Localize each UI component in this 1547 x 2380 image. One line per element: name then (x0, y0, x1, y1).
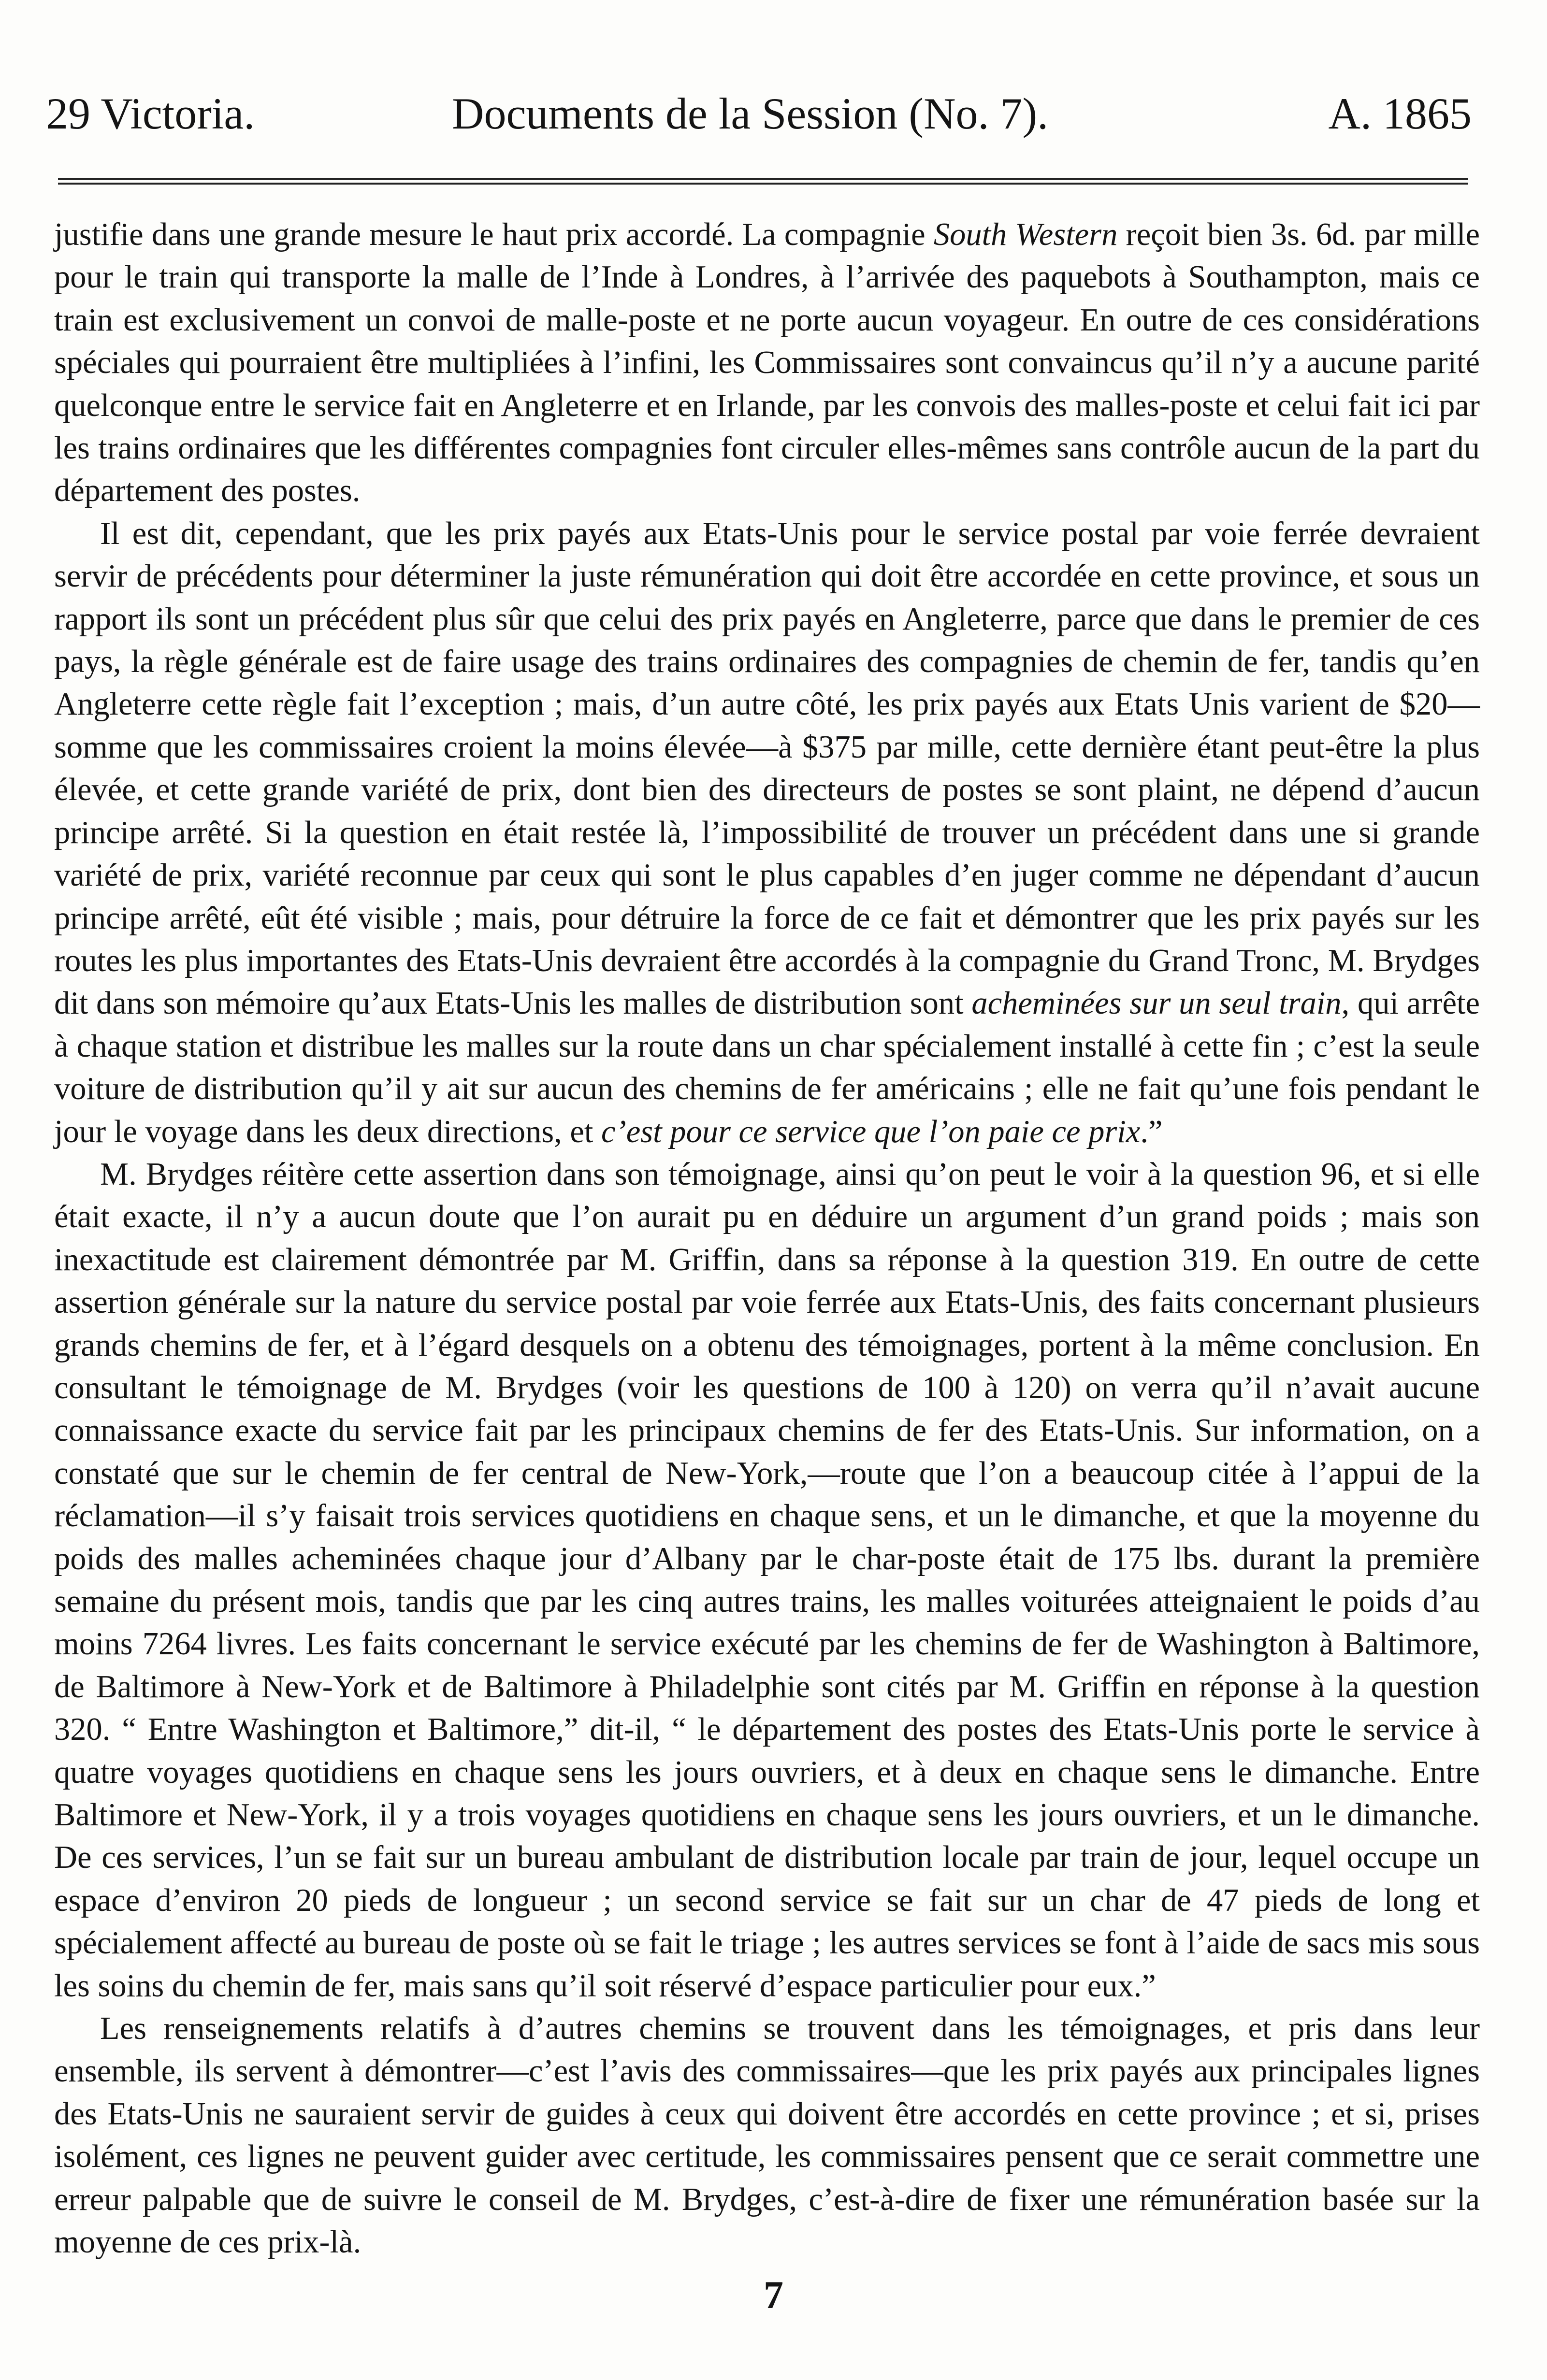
italic-segment: c’est pour ce service que l’on paie ce prix (601, 1114, 1141, 1149)
text-segment: Les renseignements relatifs à d’autres chemins se trouvent dans les témoignages, et pris dans leur ensemble, ils servent à démontrer—c’est l’avis des commissaires—que les prix payés aux principales lignes des Etats-Unis ne sauraient servir de guides à ceux qui doivent être accordés en cette province ; et si, prises isolément, ces lignes ne peuvent guider avec certitude, les commissaires pensent que ce serait commettre une erreur palpable que de suivre le conseil de M. Brydges, c’est-à-dire de fixer une rémunération basée sur la moyenne de ces prix-là. (54, 2011, 1480, 2260)
header-title: Documents de la Session (No. 7). (452, 89, 1049, 138)
paragraph (54, 513, 1480, 1153)
text-segment: , qui arrête à chaque station et distribue les malles sur la route dans un char spécialement installé à cette fin ; c’est la seule voiture de distribution qu’il y ait sur aucun des chemins de fer américains ; elle ne fait qu’une fois pendant le jour le voyage dans les deux directions, et (54, 986, 1480, 1149)
page-number: 7 (764, 2273, 783, 2317)
header-double-rule (58, 178, 1468, 185)
paragraph (54, 1153, 1480, 2007)
text-segment: M. Brydges réitère cette assertion dans son témoignage, ainsi qu’on peut le voir à la question 96, et si elle était exacte, il n’y a aucun doute que l’on aurait pu en déduire un argument d’un grand poids ; mais son inexactitude est clairement démontrée par M. Griffin, dans sa réponse à la question 319. En outre de cette assertion générale sur la nature du service postal par voie ferrée aux Etats-Unis, des faits concernant plusieurs grands chemins de fer, et à l’égard desquels on a obtenu des témoignages, portent à la même conclusion. En consultant le témoignage de M. Brydges (voir les questions de 100 à 120) on verra qu’il n’avait aucune connaissance exacte du service fait par les principaux chemins de fer des Etats-Unis. Sur information, on a constaté que sur le chemin de fer central de New-York,—route que l’on a beaucoup citée à l’appui de la réclamation—il s’y faisait trois services quotidiens en chaque sens, et un le dimanche, et que la moyenne du poids des malles acheminées chaque jour d’Albany par le char-poste était de 175 lbs. durant la première semaine du présent mois, tandis que par les cinq autres trains, les malles voiturées atteignaient le poids d’au moins 7264 livres. Les faits concernant le service exécuté par les chemins de fer de Washington à Baltimore, de Baltimore à New-York et de Baltimore à Philadelphie sont cités par M. Griffin en réponse à la question 320. “ Entre Washington et Baltimore,” dit-il, “ le département des postes des Etats-Unis porte le service à quatre voyages quotidiens en chaque sens les jours ouvriers, et à deux en chaque sens le dimanche. Entre Baltimore et New-York, il y a trois voyages quotidiens en chaque sens les jours ouvriers, et un le dimanche. De ces services, l’un se fait sur un bureau ambulant de distribution locale par train de jour, lequel occupe un espace d’environ 20 pieds de longueur ; un second service se fait sur un char de 47 pieds de long et spécialement affecté au bureau de poste où se fait le triage ; les autres services se font à l’aide de sacs mis sous les soins du chemin de fer, mais sans qu’il soit réservé d’espace particulier pour eux.” (54, 1156, 1480, 2004)
main-body (54, 214, 1480, 2264)
page-header (46, 77, 1472, 150)
italic-segment: South Western (933, 217, 1118, 252)
paragraph (54, 2007, 1480, 2264)
text-segment: Il est dit, cependant, que les prix payés aux Etats-Unis pour le service postal par voie ferrée devraient servir de précédents pour déterminer la juste rémunération qui doit être accordée en cette province, et sous un rapport ils sont un précédent plus sûr que celui des prix payés en Angleterre, parce que dans le premier de ces pays, la règle générale est de faire usage des trains ordinaires des compagnies de chemin de fer, tandis qu’en Angleterre cette règle fait l’exception ; mais, d’un autre côté, les prix payés aux Etats Unis varient de $20—somme que les commissaires croient la moins élevée—à $375 par mille, cette dernière étant peut-être la plus élevée, et cette grande variété de prix, dont bien des directeurs de postes se sont plaint, ne dépend d’aucun principe arrêté. Si la question en était restée là, l’impossibilité de trouver un précédent dans une si grande variété de prix, variété reconnue par ceux qui sont le plus capables d’en juger comme ne dépendant d’aucun principe arrêté, eût été visible ; mais, pour détruire la force de ce fait et démontrer que les prix payés sur les routes les plus importantes des Etats-Unis devraient être accordés à la compagnie du Grand Tronc, M. Brydges dit dans son mémoire qu’aux Etats-Unis les malles de distribution sont (54, 516, 1480, 1021)
text-segment: reçoit bien 3s. 6d. par mille pour le train qui transporte la malle de l’Inde à Londres, à l’arrivée des paquebots à Southampton, mais ce train est exclusivement un convoi de malle-poste et ne porte aucun voyageur. En outre de ces considérations spéciales qui pourraient être multipliées à l’infini, les Commissaires sont convaincus qu’il n’y a aucune parité quelconque entre le service fait en Angleterre et en Irlande, par les convois des malles-poste et celui fait ici par les trains ordinaires que les différentes compagnies font circuler elles-mêmes sans contrôle aucun de la part du département des postes. (54, 217, 1480, 509)
text-segment: .” (1140, 1114, 1163, 1149)
paragraph (54, 214, 1480, 513)
text-segment: justifie dans une grande mesure le haut prix accordé. La compagnie (54, 217, 934, 252)
header-volume: 29 Victoria. (46, 89, 255, 138)
italic-segment: acheminées sur un seul train (971, 986, 1342, 1021)
header-year: A. 1865 (1328, 89, 1472, 138)
